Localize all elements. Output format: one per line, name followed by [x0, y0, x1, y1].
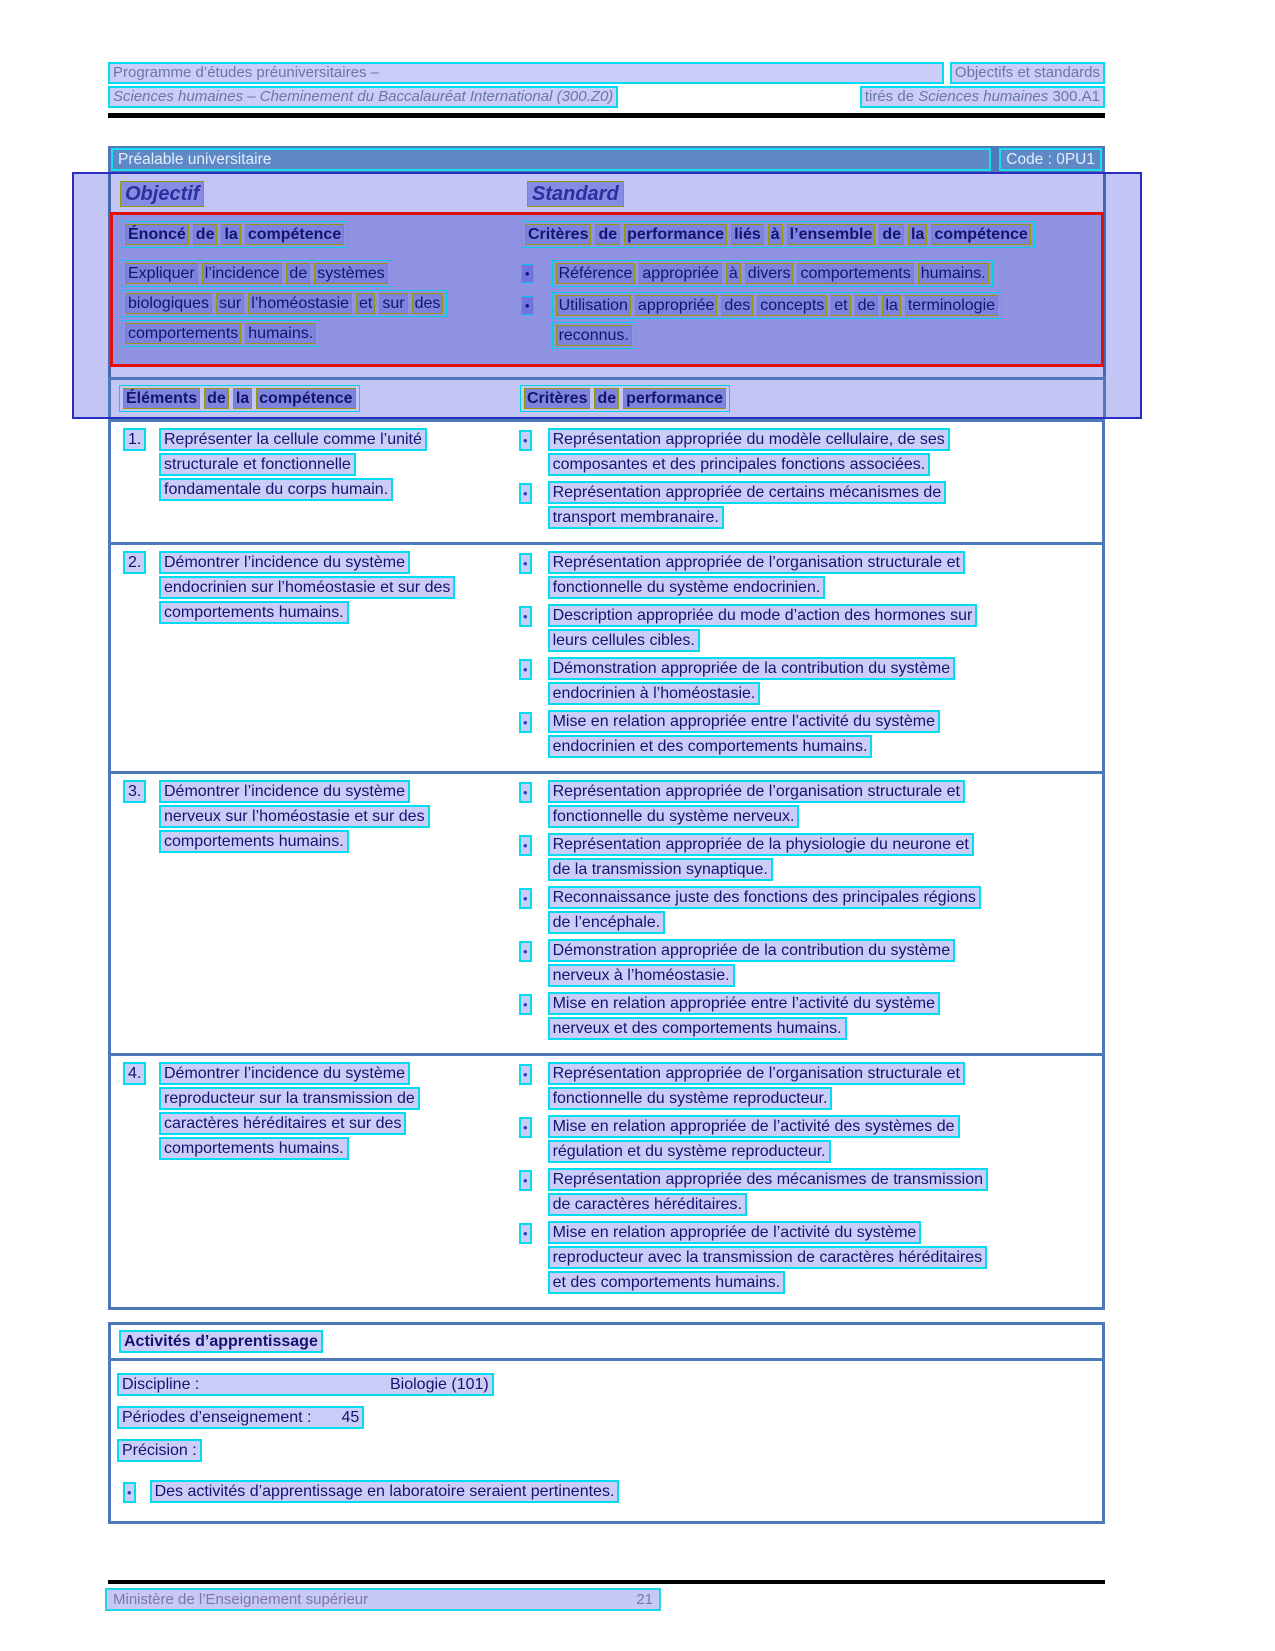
- criterion: [519, 833, 1096, 883]
- word-highlight: et: [356, 293, 375, 314]
- footer-page-number: 21: [636, 1591, 653, 1608]
- bullet-icon: •: [519, 659, 532, 680]
- criterion-line: régulation et du système reproducteur.: [548, 1140, 831, 1163]
- performance-header: [520, 385, 730, 412]
- criteria-cell: [519, 551, 1096, 763]
- enonce-competence-frame: [110, 212, 1104, 367]
- criterion: [521, 292, 1095, 352]
- criterion-line: Représentation appropriée de l’organisation structurale et: [548, 1062, 965, 1085]
- word-highlight: à: [726, 263, 741, 284]
- standard-heading: Standard: [527, 181, 624, 207]
- criteria-cell: [519, 1062, 1096, 1299]
- criteria-cell: [519, 780, 1096, 1045]
- element-line: caractères héréditaires et sur des: [159, 1112, 406, 1135]
- criterion-line: de l’encéphale.: [548, 911, 666, 934]
- criterion-line: de caractères héréditaires.: [548, 1193, 747, 1216]
- criteres-header-cell: [521, 221, 1095, 248]
- word-highlight: Critères: [525, 224, 591, 245]
- objectif-cell: [120, 181, 527, 207]
- criterion-text: [548, 992, 940, 1042]
- criterion-line: Représentation appropriée des mécanismes de transmission: [548, 1168, 988, 1191]
- header-source-italic: Sciences humaines: [918, 88, 1049, 105]
- word-highlight: concepts: [757, 295, 827, 316]
- prealable-code: Code : 0PU1: [999, 148, 1102, 171]
- word-highlight: des: [412, 293, 444, 314]
- criterion-text: [552, 292, 1002, 352]
- word-highlight: appropriée: [635, 295, 718, 316]
- criterion-line: reproducteur avec la transmission de caractères héréditaires: [548, 1246, 988, 1269]
- word-highlight: la: [882, 295, 900, 316]
- word-highlight: systèmes: [314, 263, 388, 284]
- criterion-line: Mise en relation appropriée de l’activité des systèmes de: [548, 1115, 960, 1138]
- element-row: [111, 774, 1102, 1056]
- word-highlight: à: [768, 224, 783, 245]
- prealable-bar: [108, 146, 1105, 172]
- header-rule: [108, 113, 1105, 118]
- bullet-icon: •: [519, 1117, 532, 1138]
- criterion-text: [548, 886, 981, 936]
- activities-bullet-text: Des activités d’apprentissage en laboratoire seraient pertinentes.: [150, 1480, 620, 1503]
- precision-label: Précision :: [117, 1439, 202, 1462]
- activities-body: [111, 1361, 1102, 1521]
- criterion-line: endocrinien à l’homéostasie.: [548, 682, 761, 705]
- criterion: [519, 657, 1096, 707]
- criterion-line: nerveux et des comportements humains.: [548, 1017, 847, 1040]
- criterion-line: composantes et des principales fonctions associées.: [548, 453, 931, 476]
- word-highlight: des: [721, 295, 753, 316]
- word-highlight: performance: [623, 388, 726, 409]
- criterion-text: [548, 481, 947, 531]
- element-line: reproducteur sur la transmission de: [159, 1087, 420, 1110]
- bullet-icon: •: [521, 296, 534, 315]
- criterion: [519, 780, 1096, 830]
- periods-label: Périodes d’enseignement :: [122, 1409, 312, 1426]
- bullet-icon: •: [519, 606, 532, 627]
- word-highlight: la: [233, 388, 252, 409]
- criterion: [519, 710, 1096, 760]
- criterion-text: [548, 551, 965, 601]
- word-highlight: Énoncé: [125, 224, 189, 245]
- word-highlight: sur: [379, 293, 407, 314]
- word-highlight: compétence: [256, 388, 355, 409]
- periods-line: [117, 1406, 1094, 1429]
- word-highlight: Référence: [556, 263, 636, 284]
- word-highlight: l’incidence: [202, 263, 283, 284]
- criterion-line: [552, 322, 1002, 352]
- bullet-icon: •: [519, 782, 532, 803]
- criterion: [519, 886, 1096, 936]
- criterion-line: Représentation appropriée de l’organisation structurale et: [548, 551, 965, 574]
- criterion: [521, 260, 1095, 290]
- bullet-icon: •: [519, 430, 532, 451]
- periods-value: 45: [341, 1409, 360, 1426]
- enonce-body-row: [119, 260, 1095, 354]
- criterion-line: Démonstration appropriée de la contribution du système: [548, 657, 956, 680]
- header-program-title: Programme d’études préuniversitaires –: [108, 62, 944, 84]
- word-highlight: de: [286, 263, 310, 284]
- activities-table: [108, 1322, 1105, 1524]
- enonce-header: [121, 221, 348, 248]
- criterion-line: Reconnaissance juste des fonctions des principales régions: [548, 886, 981, 909]
- element-line: nerveux sur l’homéostasie et sur des: [159, 805, 430, 828]
- discipline-value: Biologie (101): [390, 1376, 489, 1393]
- activities-title: Activités d’apprentissage: [119, 1330, 323, 1353]
- criterion-text: [548, 1221, 988, 1296]
- criterion: [519, 428, 1096, 478]
- criterion-text: [548, 939, 956, 989]
- word-highlight: de: [193, 224, 218, 245]
- page-header: [108, 62, 1105, 118]
- criteres-ensemble-header: [521, 221, 1035, 248]
- criterion-text: [552, 260, 993, 290]
- footer-ministry: Ministère de l’Enseignement supérieur: [113, 1591, 369, 1608]
- elements-header: [119, 385, 360, 412]
- bullet-icon: •: [519, 941, 532, 962]
- word-highlight: de: [595, 224, 620, 245]
- word-highlight: terminologie: [905, 295, 998, 316]
- word-highlight: de: [204, 388, 229, 409]
- header-program-subtitle: Sciences humaines – Cheminement du Baccalauréat International (300.Z0): [108, 86, 618, 108]
- element-line: comportements humains.: [159, 830, 349, 853]
- criterion-line: [552, 292, 1002, 322]
- element-row: [111, 1056, 1102, 1307]
- discipline-field: [117, 1373, 494, 1396]
- bullet-icon: •: [519, 1170, 532, 1191]
- word-highlight: appropriée: [639, 263, 722, 284]
- competency-elements-table: [108, 419, 1105, 1310]
- word-highlight: comportements: [125, 323, 241, 344]
- header-objectifs-standards: Objectifs et standards: [950, 62, 1105, 84]
- enonce-line: [121, 260, 521, 290]
- enonce-line: [121, 290, 521, 320]
- criterion-line: transport membranaire.: [548, 506, 724, 529]
- word-highlight: humains.: [918, 263, 989, 284]
- criterion-line: nerveux à l’homéostasie.: [548, 964, 735, 987]
- word-highlight: l’ensemble: [787, 224, 876, 245]
- word-highlight: performance: [624, 224, 727, 245]
- element-line: comportements humains.: [159, 1137, 349, 1160]
- criterion: [519, 1115, 1096, 1165]
- criterion-line: fonctionnelle du système reproducteur.: [548, 1087, 833, 1110]
- criterion-line: fonctionnelle du système nerveux.: [548, 805, 800, 828]
- element-line: fondamentale du corps humain.: [159, 478, 393, 501]
- word-highlight: Éléments: [123, 388, 200, 409]
- word-highlight: sur: [216, 293, 244, 314]
- criterion-text: [548, 780, 965, 830]
- criterion: [519, 1062, 1096, 1112]
- word-highlight: humains.: [245, 323, 316, 344]
- objectif-standard-frame: [72, 172, 1142, 419]
- discipline-label: Discipline :: [122, 1376, 200, 1393]
- criterion-line: fonctionnelle du système endocrinien.: [548, 576, 826, 599]
- criterion-text: [548, 604, 978, 654]
- word-highlight: de: [879, 224, 904, 245]
- activities-bullet-line: [117, 1480, 1094, 1503]
- element-cell: [115, 428, 519, 534]
- word-highlight: et: [831, 295, 850, 316]
- word-highlight: Critères: [524, 388, 590, 409]
- word-highlight: comportements: [797, 263, 913, 284]
- enonce-header-cell: [121, 221, 521, 248]
- performance-header-cell: [520, 385, 730, 412]
- criterion-text: [548, 833, 974, 883]
- footer-box: [105, 1588, 661, 1611]
- precision-line: [117, 1439, 1094, 1462]
- criterion: [519, 992, 1096, 1042]
- bullet-icon: •: [521, 264, 534, 283]
- header-source-suffix: 300.A1: [1048, 88, 1100, 105]
- word-highlight: compétence: [931, 224, 1030, 245]
- element-line: structurale et fonctionnelle: [159, 453, 356, 476]
- element-line: Démontrer l’incidence du système: [159, 1062, 410, 1085]
- word-highlight: compétence: [245, 224, 344, 245]
- criterion-line: Représentation appropriée de l’organisation structurale et: [548, 780, 965, 803]
- enonce-criteria-list: [521, 260, 1095, 354]
- header-source-reference: [860, 86, 1105, 108]
- enonce-statement: [121, 260, 521, 354]
- bullet-icon: •: [123, 1482, 136, 1503]
- criterion: [519, 939, 1096, 989]
- element-number: 4.: [123, 1062, 146, 1085]
- standard-cell: [527, 181, 624, 207]
- criterion-line: leurs cellules cibles.: [548, 629, 700, 652]
- word-highlight: Expliquer: [125, 263, 198, 284]
- criterion-text: [548, 1115, 960, 1165]
- word-highlight: Utilisation: [556, 295, 631, 316]
- enonce-header-row: [119, 220, 1095, 252]
- objectif-heading: Objectif: [120, 181, 204, 207]
- word-highlight: liés: [731, 224, 764, 245]
- bullet-icon: •: [519, 1064, 532, 1085]
- criterion-text: [548, 428, 950, 478]
- word-highlight: divers: [745, 263, 794, 284]
- header-line-1: [108, 62, 1105, 84]
- word-highlight: biologiques: [125, 293, 212, 314]
- criterion: [519, 1221, 1096, 1296]
- element-row: [111, 422, 1102, 545]
- criterion-line: Représentation appropriée de la physiologie du neurone et: [548, 833, 974, 856]
- periods-field: [117, 1406, 364, 1429]
- element-line: Représenter la cellule comme l’unité: [159, 428, 427, 451]
- element-number: 1.: [123, 428, 146, 451]
- activities-header-row: [111, 1325, 1102, 1361]
- criterion: [519, 551, 1096, 601]
- element-number: 3.: [123, 780, 146, 803]
- prealable-label: Préalable universitaire: [111, 148, 991, 171]
- element-row: [111, 545, 1102, 774]
- word-highlight: la: [908, 224, 927, 245]
- bullet-icon: •: [519, 835, 532, 856]
- header-line-2: [108, 86, 1105, 108]
- element-line: Démontrer l’incidence du système: [159, 780, 410, 803]
- word-highlight: de: [855, 295, 879, 316]
- criterion-line: endocrinien et des comportements humains.: [548, 735, 873, 758]
- element-line: Démontrer l’incidence du système: [159, 551, 410, 574]
- bullet-icon: •: [519, 994, 532, 1015]
- footer-rule: [108, 1580, 1105, 1584]
- elements-header-cell: [119, 385, 520, 412]
- element-cell: [115, 780, 519, 1045]
- page-footer: [105, 1588, 661, 1611]
- criterion-line: Mise en relation appropriée entre l’activité du système: [548, 710, 940, 733]
- discipline-line: [117, 1373, 1094, 1396]
- criterion-line: Représentation appropriée du modèle cellulaire, de ses: [548, 428, 950, 451]
- enonce-line: [121, 320, 521, 350]
- word-highlight: l’homéostasie: [248, 293, 352, 314]
- bullet-icon: •: [519, 1223, 532, 1244]
- criterion: [519, 481, 1096, 531]
- bullet-icon: •: [519, 888, 532, 909]
- criterion-line: Démonstration appropriée de la contribution du système: [548, 939, 956, 962]
- criterion-line: et des comportements humains.: [548, 1271, 786, 1294]
- bullet-icon: •: [519, 712, 532, 733]
- word-highlight: reconnus.: [556, 325, 632, 346]
- criterion: [519, 1168, 1096, 1218]
- bullet-icon: •: [519, 483, 532, 504]
- word-highlight: de: [594, 388, 619, 409]
- elements-header-row: [108, 377, 1106, 417]
- criterion-text: [548, 1062, 965, 1112]
- element-cell: [115, 1062, 519, 1299]
- criterion-line: Mise en relation appropriée de l’activité du système: [548, 1221, 922, 1244]
- element-cell: [115, 551, 519, 763]
- criterion-line: de la transmission synaptique.: [548, 858, 773, 881]
- header-source-prefix: tirés de: [864, 88, 919, 105]
- criterion-text: [548, 657, 956, 707]
- criterion-line: Mise en relation appropriée entre l’activité du système: [548, 992, 940, 1015]
- element-line: comportements humains.: [159, 601, 349, 624]
- element-number: 2.: [123, 551, 146, 574]
- criterion-line: [552, 260, 993, 290]
- criterion-line: Représentation appropriée de certains mécanismes de: [548, 481, 947, 504]
- criterion-text: [548, 1168, 988, 1218]
- criterion-line: Description appropriée du mode d’action des hormones sur: [548, 604, 978, 627]
- word-highlight: la: [221, 224, 240, 245]
- criterion: [519, 604, 1096, 654]
- criteria-cell: [519, 428, 1096, 534]
- objectif-standard-row: [74, 174, 1140, 212]
- element-line: endocrinien sur l’homéostasie et sur des: [159, 576, 455, 599]
- bullet-icon: •: [519, 553, 532, 574]
- criterion-text: [548, 710, 940, 760]
